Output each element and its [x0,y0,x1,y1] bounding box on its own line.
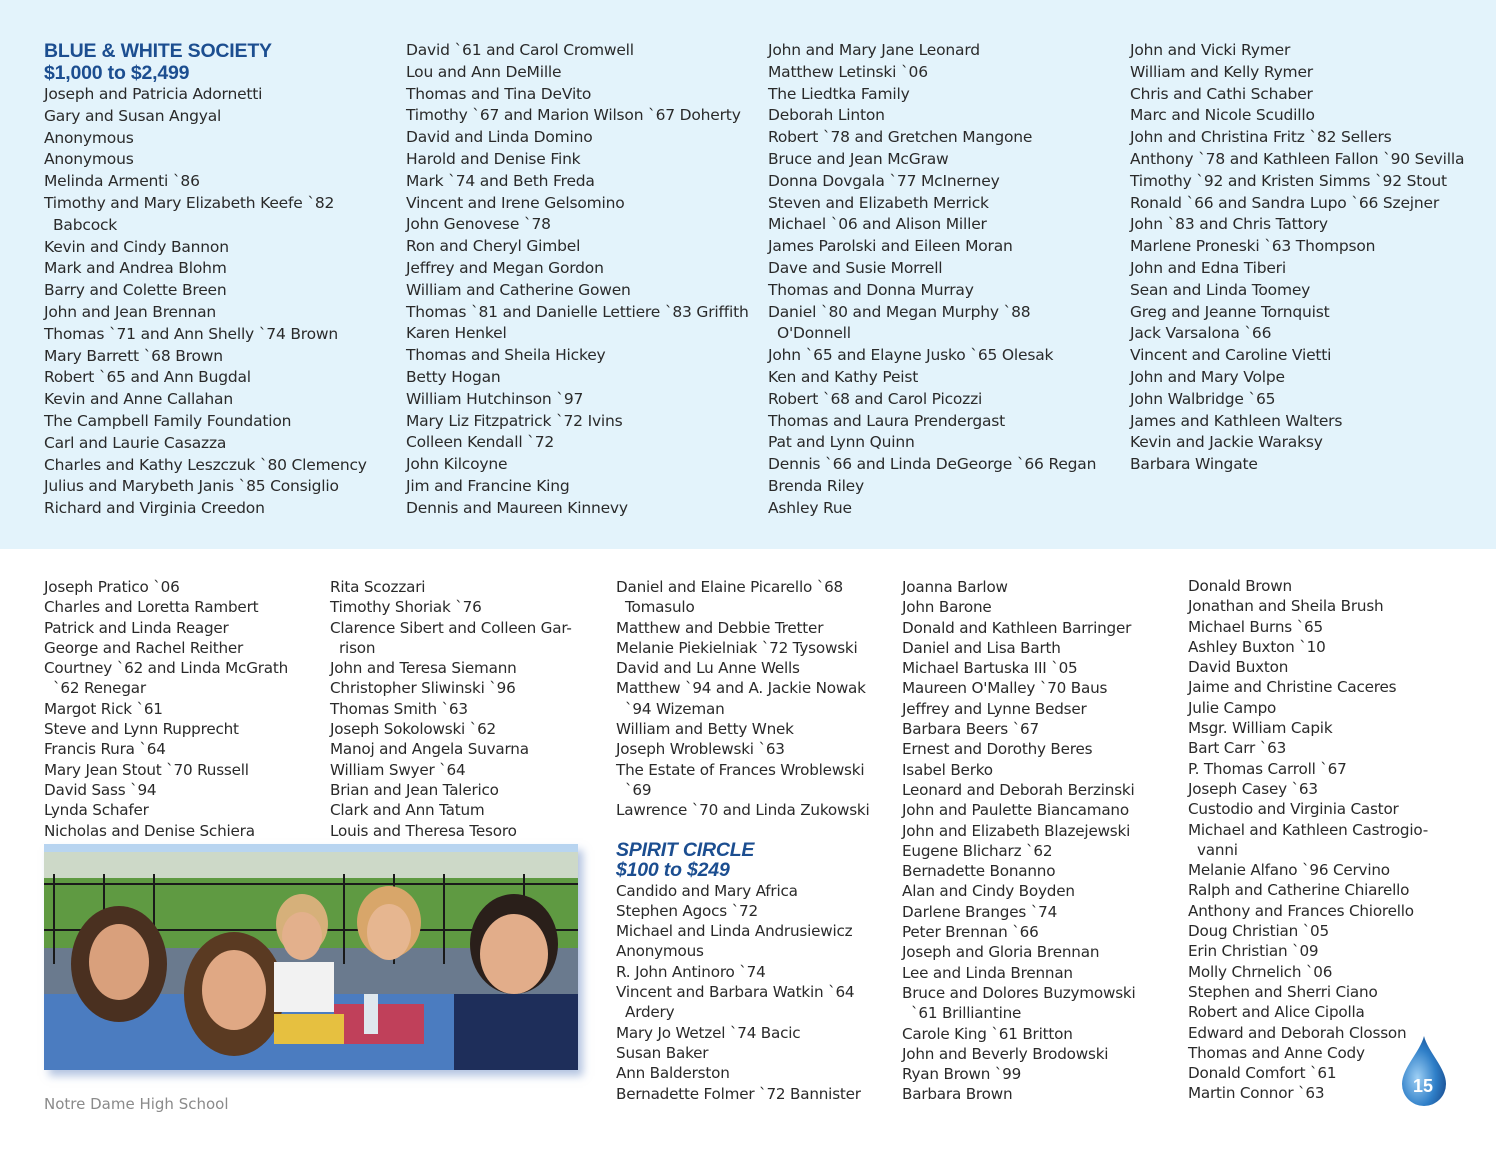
donor-name: Bart Carr `63 [1188,739,1287,758]
page-number: 15 [1412,1076,1434,1096]
donor-name: Maureen O'Malley `70 Baus [902,679,1108,698]
donor-name: Richard and Virginia Creedon [44,499,265,518]
donor-name: Julius and Marybeth Janis `85 Consiglio [44,477,339,496]
donor-name: William Hutchinson `97 [406,389,584,408]
donor-name: John and Elizabeth Blazejewski [902,821,1131,840]
donor-name: Jeffrey and Megan Gordon [406,258,604,277]
donor-name: Matthew `94 and A. Jackie Nowak [616,679,866,698]
donor-name: John and Edna Tiberi [1130,258,1286,277]
donor-name: Ken and Kathy Peist [768,367,919,386]
donor-name: Ardery [625,1003,675,1022]
donor-name: Robert `65 and Ann Bugdal [44,368,251,387]
donor-name: Doug Christian `05 [1188,922,1329,941]
lower-column-2 [330,577,572,841]
donor-name: Patrick and Linda Reager [44,618,229,637]
donor-name: The Liedtka Family [768,84,910,103]
donor-name: `61 Brilliantine [911,1004,1022,1023]
donor-name: Melinda Armenti `86 [44,172,200,191]
donor-name: John and Paulette Biancamano [902,801,1129,820]
donor-name: David Buxton [1188,658,1289,677]
donor-name: Alan and Cindy Boyden [902,882,1075,901]
donor-name: Chris and Cathi Schaber [1130,84,1313,103]
donor-name: Kevin and Anne Callahan [44,390,233,409]
donor-name: Michael and Linda Andrusiewicz [616,922,853,941]
donor-name: William and Betty Wnek [616,720,794,739]
donor-name: Rita Scozzari [330,578,426,596]
donor-name: Vincent and Caroline Vietti [1130,346,1332,365]
donor-name: Dave and Susie Morrell [768,258,943,277]
donor-name: R. John Antinoro `74 [616,962,766,981]
donor-name: Steven and Elizabeth Merrick [768,193,989,212]
donor-name: Anonymous [44,128,134,147]
donor-name: Matthew Letinski `06 [768,62,928,81]
donor-name: Clark and Ann Tatum [330,801,485,820]
donor-name: Dennis and Maureen Kinnevy [406,498,628,517]
donor-name: Stephen and Sherri Ciano [1188,982,1378,1001]
donor-name: Harold and Denise Fink [406,149,581,168]
donor-name: Darlene Branges `74 [902,902,1058,921]
donor-name: Courtney `62 and Linda McGrath [44,659,289,678]
donor-name: Donald and Kathleen Barringer [902,618,1132,637]
donor-name: Marlene Proneski `63 Thompson [1130,237,1376,256]
donor-name: John Kilcoyne [406,455,508,474]
donor-name: The Estate of Frances Wroblewski [616,760,865,779]
donor-name: Daniel and Elaine Picarello `68 [616,578,844,596]
donor-name: Ryan Brown `99 [902,1065,1022,1084]
donor-name: Carl and Laurie Casazza [44,433,227,452]
donor-name: Bernadette Bonanno [902,862,1056,881]
lower-column-1 [44,577,288,841]
donor-name: James and Kathleen Walters [1130,411,1343,430]
donor-name: rison [339,638,376,657]
donor-name: Jack Varsalona `66 [1130,324,1272,343]
donor-name: Lee and Linda Brennan [902,963,1073,982]
donor-name: Louis and Theresa Tesoro [330,821,517,840]
donor-name: Thomas and Donna Murray [768,280,974,299]
donor-name: Bernadette Folmer `72 Bannister [616,1084,861,1103]
donor-name: Leonard and Deborah Berzinski [902,780,1135,799]
spirit-circle-range: $100 to $249 [616,859,730,882]
donor-name: Mark and Andrea Blohm [44,259,227,278]
donor-name: Timothy Shoriak `76 [330,598,482,617]
donor-name: Mary Barrett `68 Brown [44,346,223,365]
donor-name: William and Catherine Gowen [406,280,631,299]
donor-name: Gary and Susan Angyal [44,106,222,125]
donor-name: Jonathan and Sheila Brush [1188,597,1384,616]
donor-name: John and Mary Volpe [1130,367,1285,386]
donor-name: Joseph Sokolowski `62 [330,720,497,739]
donor-name: Donald Brown [1188,577,1292,595]
blue-white-column-4 [1130,40,1464,476]
donor-name: Peter Brennan `66 [902,923,1039,942]
donor-name: Thomas `81 and Danielle Lettiere `83 Griffith [406,302,749,321]
donor-name: Joseph and Patricia Adornetti [44,85,263,103]
donor-name: John Walbridge `65 [1130,389,1276,408]
donor-name: Mary Jean Stout `70 Russell [44,760,249,779]
donor-name: Marc and Nicole Scudillo [1130,106,1315,125]
donor-name: Ernest and Dorothy Beres [902,740,1093,759]
donor-name: Joseph Pratico `06 [44,578,180,596]
donor-name: Edward and Deborah Closson [1188,1023,1407,1042]
footer-school-name: Notre Dame High School [44,1095,229,1113]
donor-name: Joseph Wroblewski `63 [616,740,785,759]
donor-name: Manoj and Angela Suvarna [330,740,529,759]
donor-name: William Swyer `64 [330,760,466,779]
donor-name: Ashley Buxton `10 [1188,637,1326,656]
donor-name: Thomas Smith `63 [330,699,468,718]
donor-name: Matthew and Debbie Tretter [616,618,824,637]
donor-name: Robert `78 and Gretchen Mangone [768,128,1033,147]
donor-name: Donna Dovgala `77 McInerney [768,171,1000,190]
blue-white-column-2 [406,40,749,520]
donor-name: Ron and Cheryl Gimbel [406,237,581,256]
donor-name: Barry and Colette Breen [44,281,227,300]
donor-name: Thomas and Laura Prendergast [768,411,1006,430]
donor-name: Deborah Linton [768,106,885,125]
donor-name: Anthony and Frances Chiorello [1188,901,1414,920]
donor-name: Joseph Casey `63 [1188,779,1318,798]
donor-name: Barbara Wingate [1130,455,1258,474]
donor-name: O'Donnell [777,324,851,343]
donor-name: Candido and Mary Africa [616,881,798,900]
donor-name: Colleen Kendall `72 [406,433,555,452]
donor-name: Eugene Blicharz `62 [902,841,1053,860]
donor-name: Ralph and Catherine Chiarello [1188,881,1410,900]
donor-name: David Sass `94 [44,780,157,799]
donor-name: Vincent and Irene Gelsomino [406,193,625,212]
donor-name: Mark `74 and Beth Freda [406,171,595,190]
donor-name: Jim and Francine King [406,476,570,495]
donor-name: Betty Hogan [406,367,501,386]
donor-name: John and Teresa Siemann [330,659,517,678]
donor-name: Charles and Loretta Rambert [44,598,259,617]
donor-name: Thomas `71 and Ann Shelly `74 Brown [44,324,339,343]
donor-name: John and Christina Fritz `82 Sellers [1130,128,1392,147]
donor-name: Timothy `92 and Kristen Simms `92 Stout [1130,171,1447,190]
donor-name: Brenda Riley [768,476,864,495]
donor-name: David and Lu Anne Wells [616,659,800,678]
donor-name: Tomasulo [625,598,695,617]
donor-name: Julie Campo [1188,698,1277,717]
donor-name: Michael Bartuska III `05 [902,659,1078,678]
donor-name: John `83 and Chris Tattory [1130,215,1328,234]
donor-name: Vincent and Barbara Watkin `64 [616,983,855,1002]
donor-name: Margot Rick `61 [44,699,163,718]
donor-name: Francis Rura `64 [44,740,166,759]
donor-name: James Parolski and Eileen Moran [768,237,1013,256]
donor-name: Sean and Linda Toomey [1130,280,1311,299]
donor-name: David `61 and Carol Cromwell [406,41,634,59]
donor-name: Michael and Kathleen Castrogio- [1188,820,1429,839]
donor-name: John and Mary Jane Leonard [768,41,980,59]
donor-name: Melanie Alfano `96 Cervino [1188,861,1390,880]
donor-name: Donald Comfort `61 [1188,1064,1337,1083]
donor-name: Barbara Brown [902,1085,1013,1104]
donor-name: Timothy and Mary Elizabeth Keefe `82 [44,193,335,212]
donor-name: Ashley Rue [768,498,852,517]
donor-name: John and Beverly Brodowski [902,1044,1109,1063]
donor-name: John and Jean Brennan [44,302,217,321]
donor-name: Erin Christian `09 [1188,942,1319,961]
donor-name: Melanie Piekielniak `72 Tysowski [616,638,858,657]
donor-name: John `65 and Elayne Jusko `65 Olesak [768,346,1054,365]
donor-name: Bruce and Jean McGraw [768,149,949,168]
donor-name: Robert `68 and Carol Picozzi [768,389,983,408]
donor-name: Kevin and Jackie Waraksy [1130,433,1323,452]
donor-name: Bruce and Dolores Buzymowski [902,983,1136,1002]
donor-name: Nicholas and Denise Schiera [44,821,255,840]
donor-name: Christopher Sliwinski `96 [330,679,516,698]
donor-name: Robert and Alice Cipolla [1188,1003,1365,1022]
donor-name: Daniel `80 and Megan Murphy `88 [768,302,1031,321]
donor-name: Msgr. William Capik [1188,719,1333,738]
donor-name: Clarence Sibert and Colleen Gar- [330,618,572,637]
donor-name: Thomas and Anne Cody [1188,1043,1365,1062]
lower-column-5 [1188,576,1428,1104]
donor-name: Susan Baker [616,1043,709,1062]
donor-name: Martin Connor `63 [1188,1084,1325,1103]
donor-name: William and Kelly Rymer [1130,62,1313,81]
donor-name: Anonymous [44,150,134,169]
donor-name: P. Thomas Carroll `67 [1188,759,1347,778]
donor-name: Thomas and Tina DeVito [406,84,592,103]
donor-name: David and Linda Domino [406,128,593,147]
blue-white-column-3 [768,40,1096,520]
donor-name: Jaime and Christine Caceres [1188,678,1397,697]
section-range: $1,000 to $2,499 [44,61,190,84]
photo-illustration [44,844,578,1070]
water-drop-icon [1398,1034,1450,1108]
donor-name: Jeffrey and Lynne Bedser [902,699,1087,718]
donor-name: Timothy `67 and Marion Wilson `67 Doherty [406,106,741,125]
donor-name: Michael Burns `65 [1188,617,1323,636]
donor-name: Barbara Beers `67 [902,720,1039,739]
donor-list [44,84,367,520]
donor-name: Custodio and Virginia Castor [1188,800,1399,819]
spirit-circle-title: SPIRIT CIRCLE [616,838,755,861]
donor-name: Kevin and Cindy Bannon [44,237,229,256]
donor-name: John Barone [902,598,992,617]
donor-name: Pat and Lynn Quinn [768,433,915,452]
blue-white-column-1 [44,41,367,520]
donor-name: Lou and Ann DeMille [406,62,562,81]
donor-name: Mary Liz Fitzpatrick `72 Ivins [406,411,623,430]
donor-name: Stephen Agocs `72 [616,901,758,920]
donor-name: Greg and Jeanne Tornquist [1130,302,1330,321]
donor-name: Daniel and Lisa Barth [902,638,1061,657]
donor-name: Lynda Schafer [44,801,149,820]
donor-name: Michael `06 and Alison Miller [768,215,987,234]
donor-name: Thomas and Sheila Hickey [406,346,606,365]
donor-name: Lawrence `70 and Linda Zukowski [616,801,870,820]
donor-name: Steve and Lynn Rupprecht [44,720,239,739]
lower-column-3 [616,577,870,1104]
donor-name: Dennis `66 and Linda DeGeorge `66 Regan [768,455,1097,474]
donor-name: Anonymous [616,942,704,961]
donor-name: Isabel Berko [902,760,993,779]
donor-name: Molly Chrnelich `06 [1188,962,1333,981]
donor-name: Mary Jo Wetzel `74 Bacic [616,1023,801,1042]
donor-name: Carole King `61 Britton [902,1024,1073,1043]
donor-name: Joseph and Gloria Brennan [902,943,1100,962]
donor-name: `69 [625,780,652,799]
donor-name: Brian and Jean Talerico [330,780,499,799]
donor-name: Karen Henkel [406,324,507,343]
donor-name: Ann Balderston [616,1064,730,1083]
donor-name: John Genovese `78 [406,215,551,234]
donor-name: vanni [1197,840,1238,859]
section-title: BLUE & WHITE SOCIETY [44,40,272,62]
donor-name: The Campbell Family Foundation [44,411,292,430]
donor-name: `94 Wizeman [625,699,725,718]
donor-name: Joanna Barlow [902,578,1008,596]
donor-name: Babcock [53,215,118,234]
donor-name: `62 Renegar [53,679,146,698]
students-photo [44,844,578,1070]
donor-name: Charles and Kathy Leszczuk `80 Clemency [44,455,367,474]
donor-name: John and Vicki Rymer [1130,41,1291,59]
donor-name: Ronald `66 and Sandra Lupo `66 Szejner [1130,193,1440,212]
donor-name: Anthony `78 and Kathleen Fallon `90 Sevilla [1130,149,1465,168]
donor-name: George and Rachel Reither [44,638,244,657]
lower-column-4 [902,577,1136,1105]
